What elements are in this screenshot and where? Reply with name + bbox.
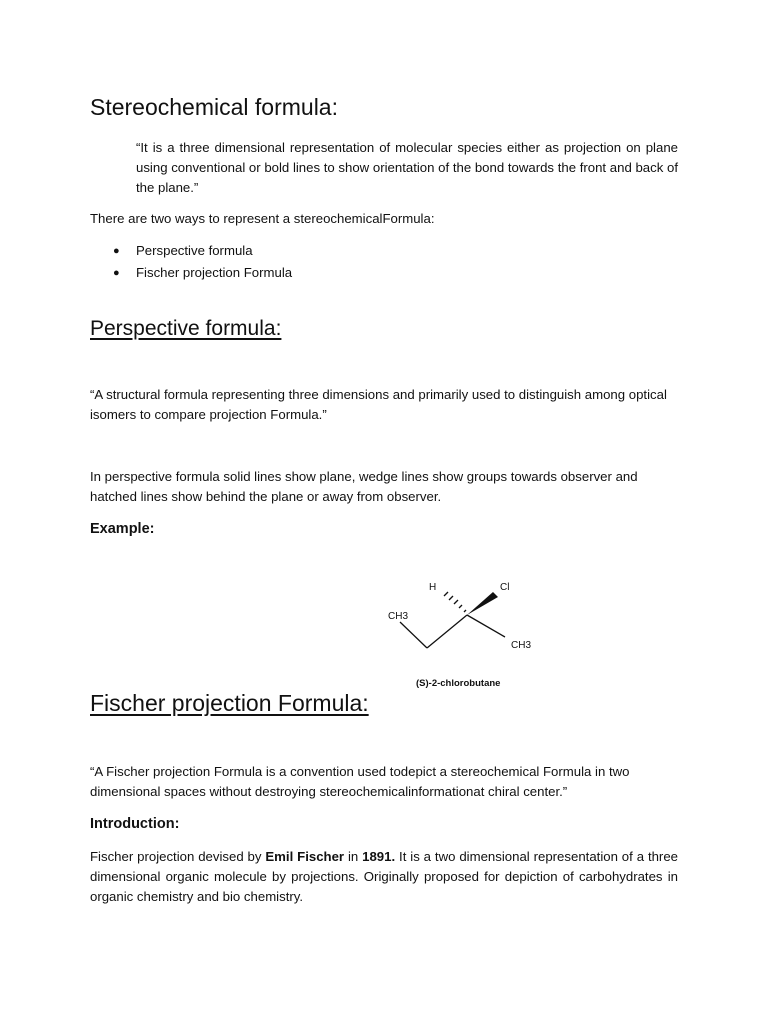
fischer-introduction-text (90, 847, 678, 907)
intro-text-part: in (344, 849, 363, 864)
atom-label-ch3-left: CH3 (388, 611, 409, 622)
emil-fischer-name: Emil Fischer (265, 849, 345, 864)
year-1891: 1891. (362, 849, 396, 864)
heading-perspective-formula: Perspective formula: (90, 317, 282, 340)
bond-line (467, 615, 505, 637)
atom-label-ch3-right: CH3 (511, 640, 532, 651)
heading-fischer-projection-formula: Fischer projection Formula: (90, 690, 369, 716)
intro-text-part: Fischer projection devised by (90, 849, 266, 864)
list-item (113, 262, 292, 284)
atom-label-h: H (429, 582, 437, 593)
bond-line (400, 622, 427, 648)
hashed-bond (444, 592, 466, 612)
stereochemical-definition-quote: “It is a three dimensional representation of molecular species either as projection on plane using conventional or bold lines to show orientation of the bond towards the front and back of the plane.” (136, 140, 678, 195)
bullet-icon: ● (113, 267, 120, 279)
perspective-definition-quote: “A structural formula representing three dimensions and primarily used to distinguish among optical isomers to compare projection Formula.” (90, 387, 667, 422)
chlorobutane-structure-diagram (385, 575, 545, 695)
introduction-heading: Introduction: (90, 816, 180, 832)
atom-label-cl: Cl (500, 582, 510, 593)
list-item (113, 240, 292, 262)
bullet-icon: ● (113, 245, 120, 257)
perspective-explanation-text: In perspective formula solid lines show plane, wedge lines show groups towards observer and hatched lines show behind the plane or away from observer. (90, 469, 638, 504)
list-item-label: Fischer projection Formula (136, 265, 293, 280)
chlorobutane-structure-figure (385, 575, 545, 695)
example-heading: Example: (90, 521, 155, 537)
intro-text-part: It is a two dimensional representation of a three dimensional organic molecule by projections. Originally proposed for depiction of carbohydrates in organic chemistry and bio chemistry. (90, 849, 678, 904)
figure-caption: (S)-2-chlorobutane (416, 678, 501, 689)
stereochemical-intro-text: There are two ways to represent a stereochemicalFormula: (90, 211, 435, 226)
list-item-label: Perspective formula (136, 243, 253, 258)
fischer-definition-quote: “A Fischer projection Formula is a convention used todepict a stereochemical Formula in two dimensional spaces without destroying stereochemicalinformationat chiral center.” (90, 764, 630, 799)
representation-list (113, 240, 292, 284)
bond-line (427, 615, 467, 648)
heading-stereochemical-formula: Stereochemical formula: (90, 94, 338, 120)
wedge-bond (467, 592, 498, 615)
